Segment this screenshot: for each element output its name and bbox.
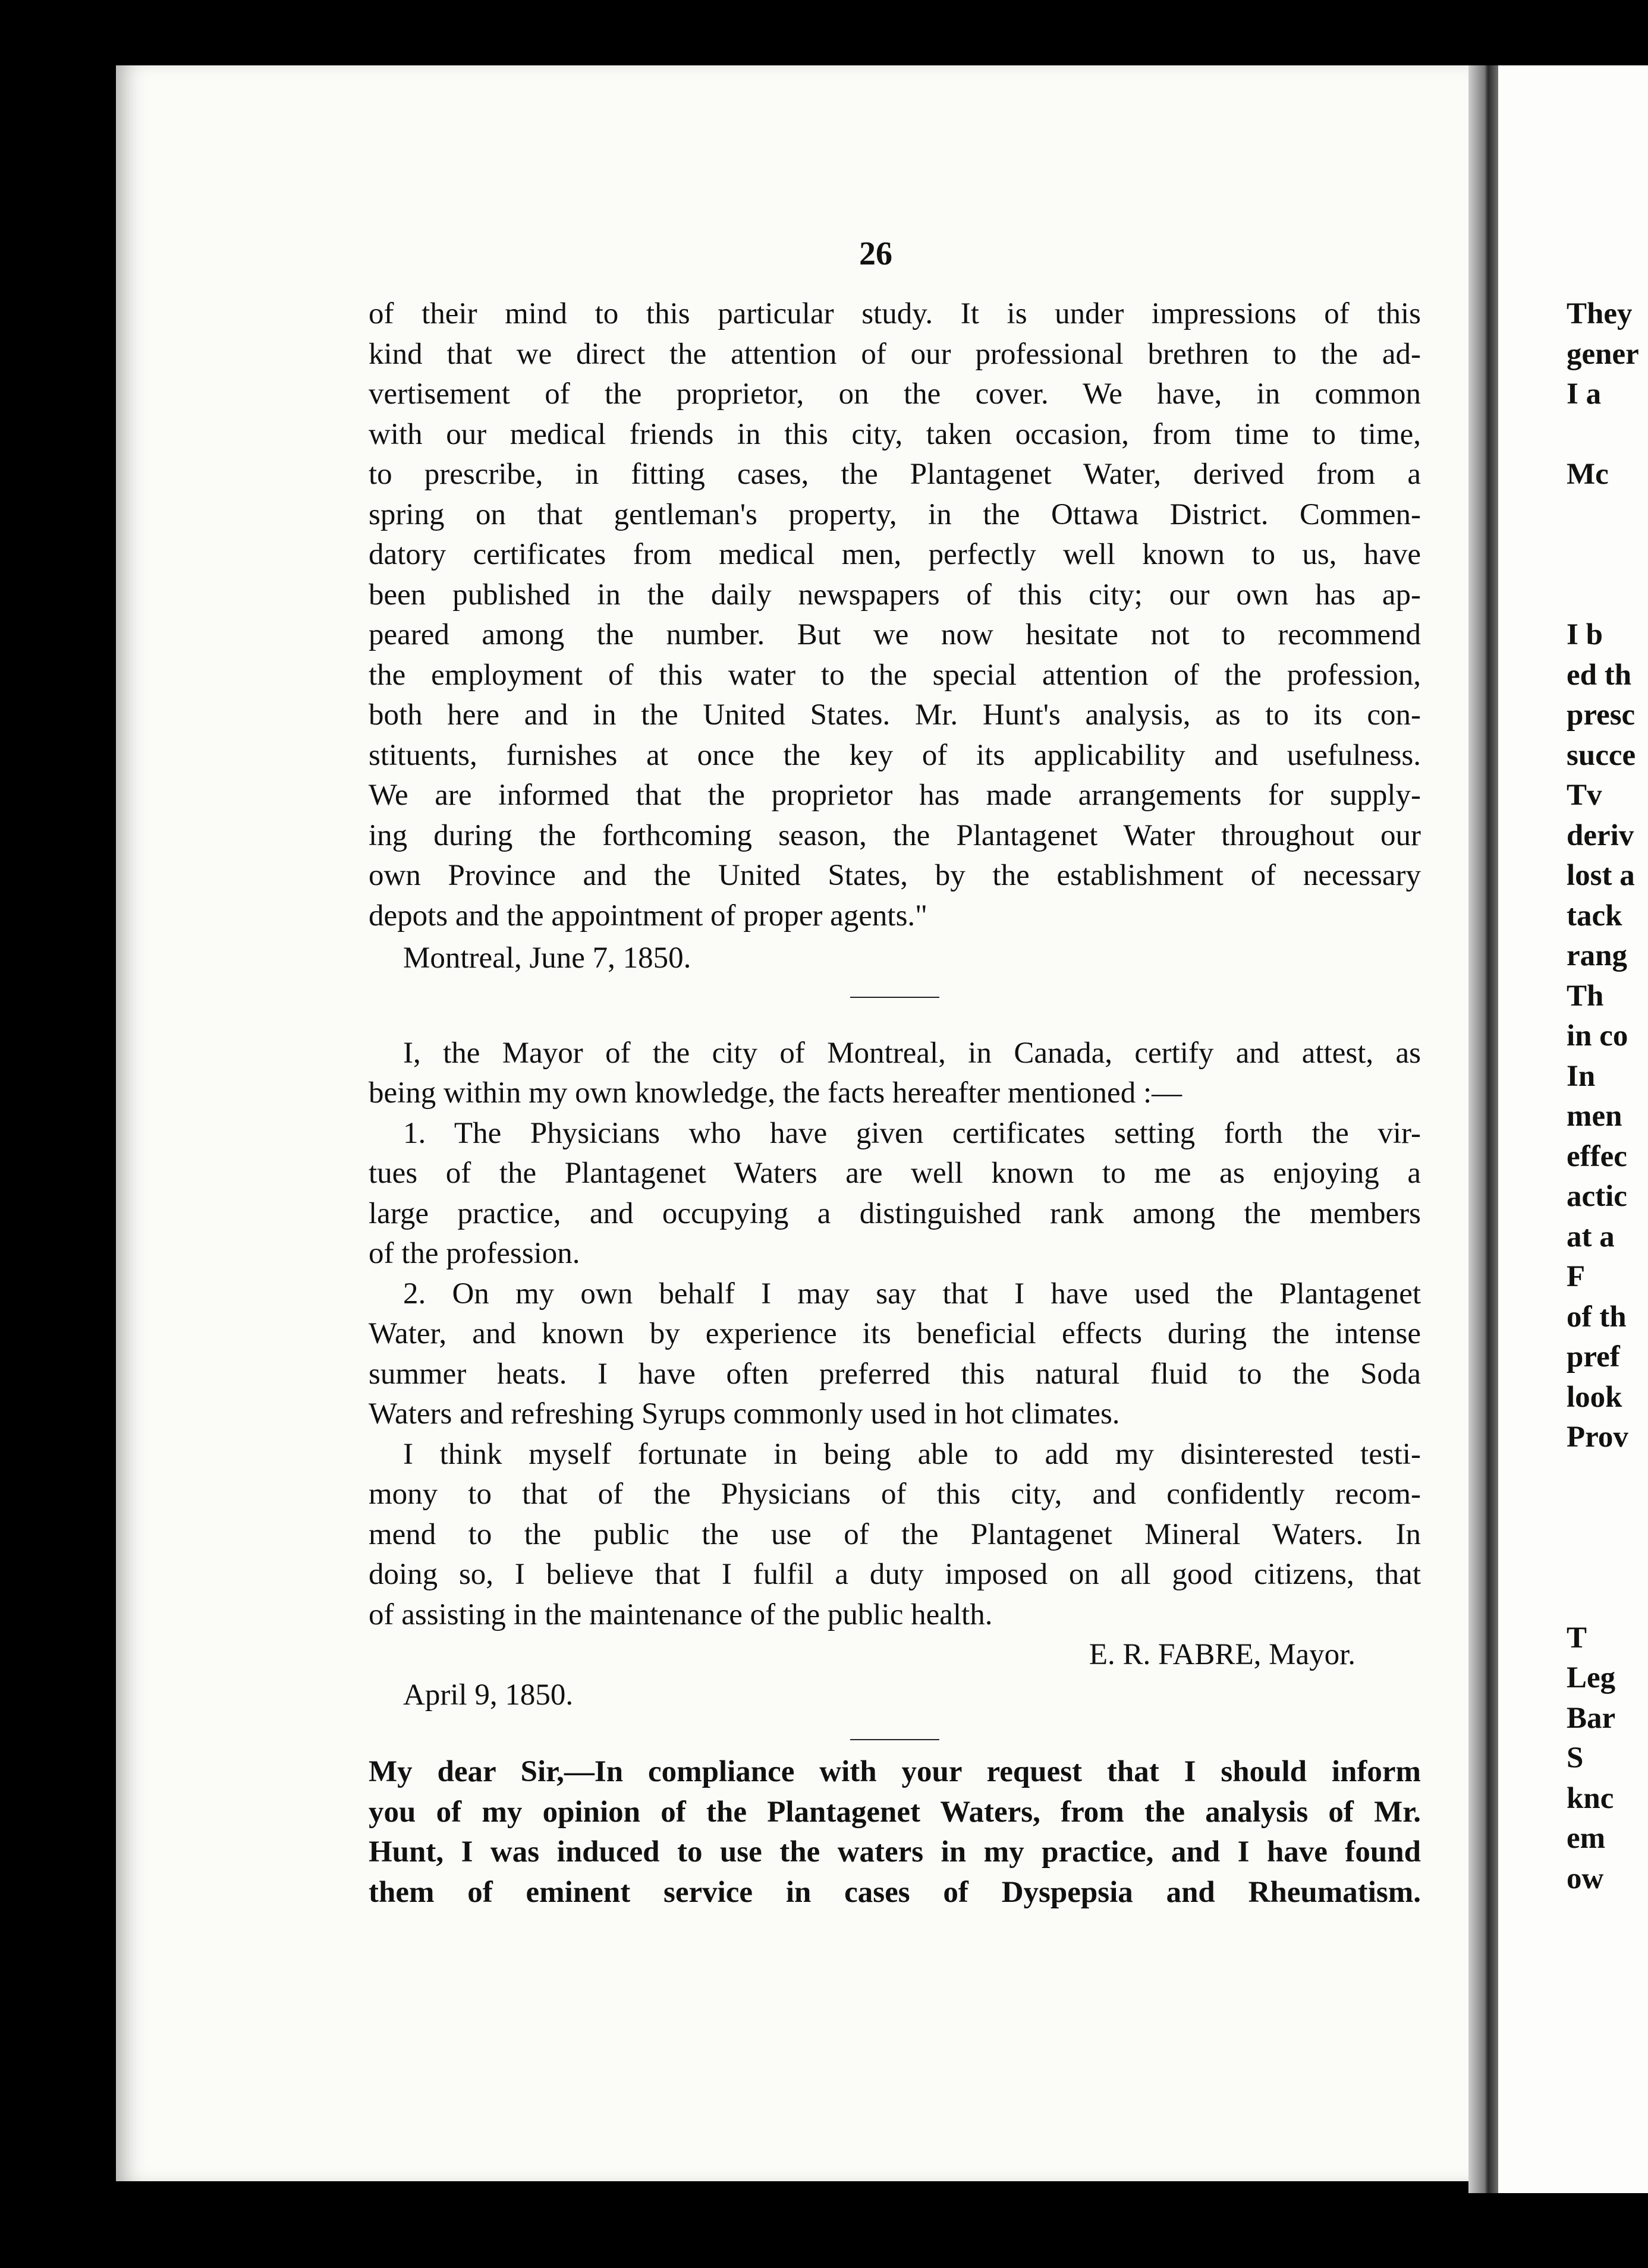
text-line: own Province and the United States, by the establishment of necessary <box>369 859 1421 892</box>
fragment-line: T <box>1567 1621 1587 1655</box>
right-page-text <box>1567 294 1639 1899</box>
text-line: of their mind to this particular study. It is under impressions of this <box>369 297 1421 330</box>
text-line: I, the Mayor of the city of Montreal, in Canada, certify and attest, as <box>403 1036 1421 1070</box>
fragment-line: ow <box>1567 1861 1604 1895</box>
fragment-line: pref <box>1567 1340 1620 1374</box>
text-line: My dear Sir,—In compliance with your request that I should inform <box>369 1755 1421 1788</box>
fragment-gap <box>1567 535 1639 575</box>
fragment-line: em <box>1567 1822 1606 1855</box>
fragment-line: I b <box>1567 618 1603 651</box>
fragment-line: lost a <box>1567 859 1635 892</box>
fragment-line: of th <box>1567 1300 1627 1334</box>
text-line: with our medical friends in this city, taken occasion, from time to time, <box>369 417 1421 451</box>
text-line: been published in the daily newspapers of this city; our own has ap- <box>369 578 1421 612</box>
text-line: mony to that of the Physicians of this city, and confidently recom- <box>369 1478 1421 1511</box>
dateline-montreal: Montreal, June 7, 1850. <box>403 941 691 975</box>
text-line: of assisting in the maintenance of the public health. <box>369 1598 993 1631</box>
fragment-line: actic <box>1567 1180 1627 1213</box>
text-line: you of my opinion of the Plantagenet Waters, from the analysis of Mr. <box>369 1795 1421 1829</box>
text-line: to prescribe, in fitting cases, the Plantagenet Water, derived from a <box>369 458 1421 491</box>
fragment-line: knc <box>1567 1781 1614 1815</box>
fragment-line: Leg <box>1567 1661 1616 1694</box>
fragment-line: In <box>1567 1059 1596 1093</box>
mayor-certificate <box>369 1034 1421 1716</box>
text-line: tues of the Plantagenet Waters are well known to me as enjoying a <box>369 1157 1421 1190</box>
text-line: Waters and refreshing Syrups commonly used in hot climates. <box>369 1397 1120 1431</box>
text-line: kind that we direct the attention of our professional brethren to the ad- <box>369 337 1421 371</box>
text-line: We are informed that the proprietor has made arrangements for supply- <box>369 779 1421 812</box>
text-line: being within my own knowledge, the facts hereafter mentioned :— <box>369 1076 1182 1110</box>
fragment-line: Bar <box>1567 1701 1616 1735</box>
text-line: summer heats. I have often preferred this natural fluid to the Soda <box>369 1357 1421 1391</box>
fragment-line: in co <box>1567 1019 1628 1053</box>
text-line: depots and the appointment of proper agents." <box>369 899 927 933</box>
text-line: datory certificates from medical men, perfectly well known to us, have <box>369 538 1421 571</box>
dateline-april: April 9, 1850. <box>403 1678 574 1712</box>
fragment-line: Mc <box>1567 458 1609 491</box>
letter-paragraph <box>369 1752 1421 1913</box>
text-line: doing so, I believe that I fulfil a duty imposed on all good citizens, that <box>369 1558 1421 1591</box>
fragment-line: tack <box>1567 899 1622 933</box>
fragment-line: deriv <box>1567 818 1634 852</box>
section-divider <box>850 1739 939 1740</box>
text-line: I think myself fortunate in being able to add my disinterested testi- <box>403 1437 1421 1471</box>
text-line: ing during the forthcoming season, the Plantagenet Water throughout our <box>369 818 1421 852</box>
fragment-line: effec <box>1567 1139 1627 1173</box>
page-body <box>369 294 1421 1913</box>
fragment-gap <box>1567 1458 1639 1498</box>
fragment-line: men <box>1567 1100 1622 1133</box>
text-line: peared among the number. But we now hesitate not to recommend <box>369 618 1421 651</box>
fragment-line: S <box>1567 1741 1584 1775</box>
section-divider <box>850 997 939 998</box>
fragment-line: gener <box>1567 337 1639 371</box>
fragment-gap <box>1567 415 1639 455</box>
text-line: vertisement of the proprietor, on the cover. We have, in common <box>369 377 1421 411</box>
text-line: of the profession. <box>369 1237 580 1270</box>
fragment-line: rang <box>1567 939 1627 972</box>
fragment-line: look <box>1567 1380 1622 1414</box>
fragment-line: succe <box>1567 738 1636 772</box>
fragment-gap <box>1567 1578 1639 1618</box>
text-line: spring on that gentleman's property, in the Ottawa District. Commen- <box>369 497 1421 531</box>
text-line: 1. The Physicians who have given certificates setting forth the vir- <box>403 1116 1421 1150</box>
fragment-gap <box>1567 1498 1639 1538</box>
fragment-gap <box>1567 1538 1639 1579</box>
text-line: stituents, furnishes at once the key of its applicability and usefulness. <box>369 738 1421 772</box>
text-line: them of eminent service in cases of Dyspepsia and Rheumatism. <box>369 1875 1421 1909</box>
text-line: 2. On my own behalf I may say that I have used the Plantagenet <box>403 1277 1421 1311</box>
fragment-line: Tv <box>1567 779 1602 812</box>
mayor-signature: E. R. FABRE, Mayor. <box>1089 1638 1355 1671</box>
fragment-line: at a <box>1567 1220 1615 1253</box>
fragment-line: ed th <box>1567 658 1632 692</box>
quoted-paragraph <box>369 294 1421 936</box>
fragment-line: I a <box>1567 377 1602 411</box>
fragment-gap <box>1567 575 1639 616</box>
text-line: both here and in the United States. Mr. Hunt's analysis, as to its con- <box>369 698 1421 732</box>
fragment-line: F <box>1567 1260 1586 1293</box>
fragment-line: Th <box>1567 979 1604 1013</box>
fragment-line: Prov <box>1567 1420 1628 1454</box>
text-line: the employment of this water to the special attention of the profession, <box>369 658 1421 692</box>
fragment-line: They <box>1567 297 1633 330</box>
fragment-gap <box>1567 495 1639 536</box>
page-number: 26 <box>859 235 892 272</box>
fragment-line: presc <box>1567 698 1636 732</box>
text-line: large practice, and occupying a distinguished rank among the members <box>369 1196 1421 1230</box>
text-line: mend to the public the use of the Plantagenet Mineral Waters. In <box>369 1517 1421 1551</box>
text-line: Water, and known by experience its beneficial effects during the intense <box>369 1317 1421 1350</box>
text-line: Hunt, I was induced to use the waters in my practice, and I have found <box>369 1835 1421 1869</box>
